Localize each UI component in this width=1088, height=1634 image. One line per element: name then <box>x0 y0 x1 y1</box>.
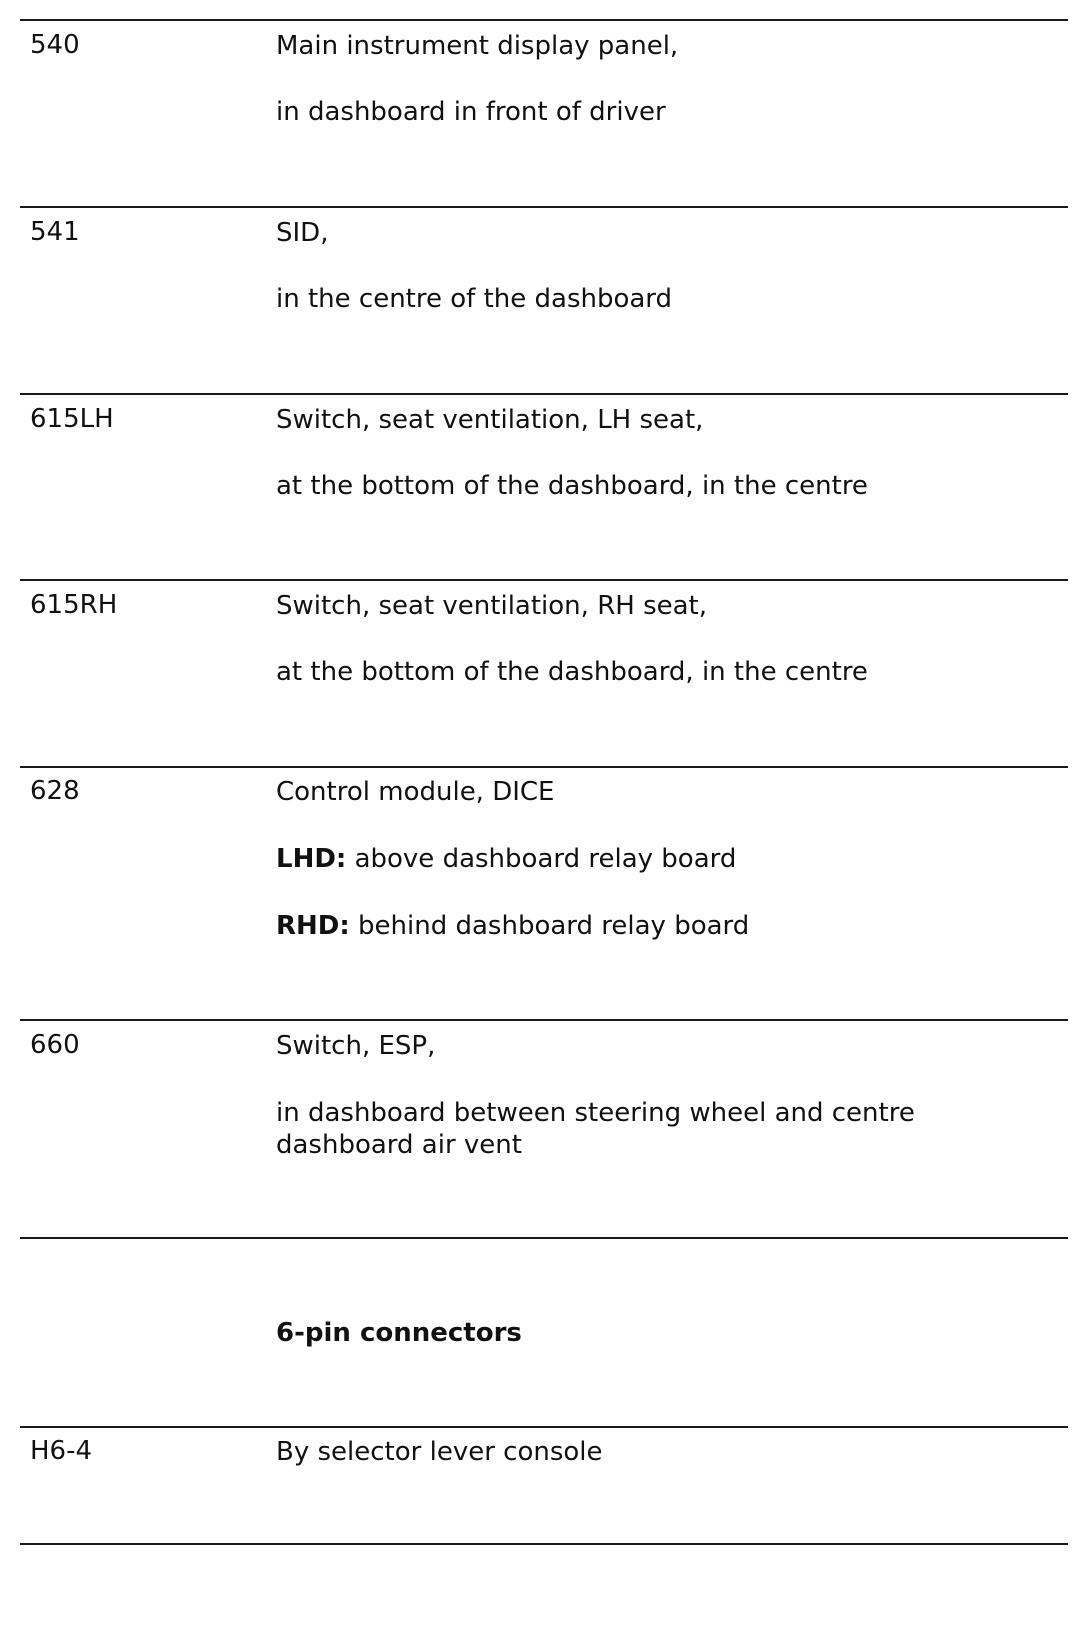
row-divider <box>20 766 1068 768</box>
component-location: in the centre of the dashboard <box>276 284 673 314</box>
component-name: Switch, ESP, <box>276 1031 436 1061</box>
component-name: Main instrument display panel, <box>276 31 679 61</box>
row-divider <box>20 19 1068 21</box>
component-code: H6-4 <box>30 1436 93 1466</box>
lhd-text: above dashboard relay board <box>346 844 737 874</box>
row-divider <box>20 206 1068 208</box>
component-name: Switch, seat ventilation, RH seat, <box>276 591 708 621</box>
row-divider <box>20 1426 1068 1428</box>
row-divider <box>20 1543 1068 1545</box>
connector-location: By selector lever console <box>276 1437 603 1467</box>
row-divider <box>20 1019 1068 1021</box>
component-location: at the bottom of the dashboard, in the centre <box>276 657 868 687</box>
component-code: 628 <box>30 776 80 806</box>
component-location: at the bottom of the dashboard, in the centre <box>276 471 868 501</box>
rhd-text: behind dashboard relay board <box>349 911 750 941</box>
component-code: 541 <box>30 217 80 247</box>
rhd-label: RHD: <box>276 911 350 941</box>
component-code: 615RH <box>30 590 118 620</box>
rhd-location <box>276 910 749 942</box>
lhd-location <box>276 843 736 875</box>
component-code: 540 <box>30 30 80 60</box>
component-name: Switch, seat ventilation, LH seat, <box>276 405 704 435</box>
component-name: SID, <box>276 218 329 248</box>
section-heading: 6-pin connectors <box>276 1318 522 1348</box>
row-divider <box>20 579 1068 581</box>
component-name: Control module, DICE <box>276 777 555 807</box>
component-code: 660 <box>30 1030 80 1060</box>
component-location: in dashboard between steering wheel and centre dashboard air vent <box>276 1098 915 1160</box>
row-divider <box>20 393 1068 395</box>
component-location: in dashboard in front of driver <box>276 97 666 127</box>
row-divider <box>20 1237 1068 1239</box>
lhd-label: LHD: <box>276 844 347 874</box>
component-code: 615LH <box>30 404 114 434</box>
